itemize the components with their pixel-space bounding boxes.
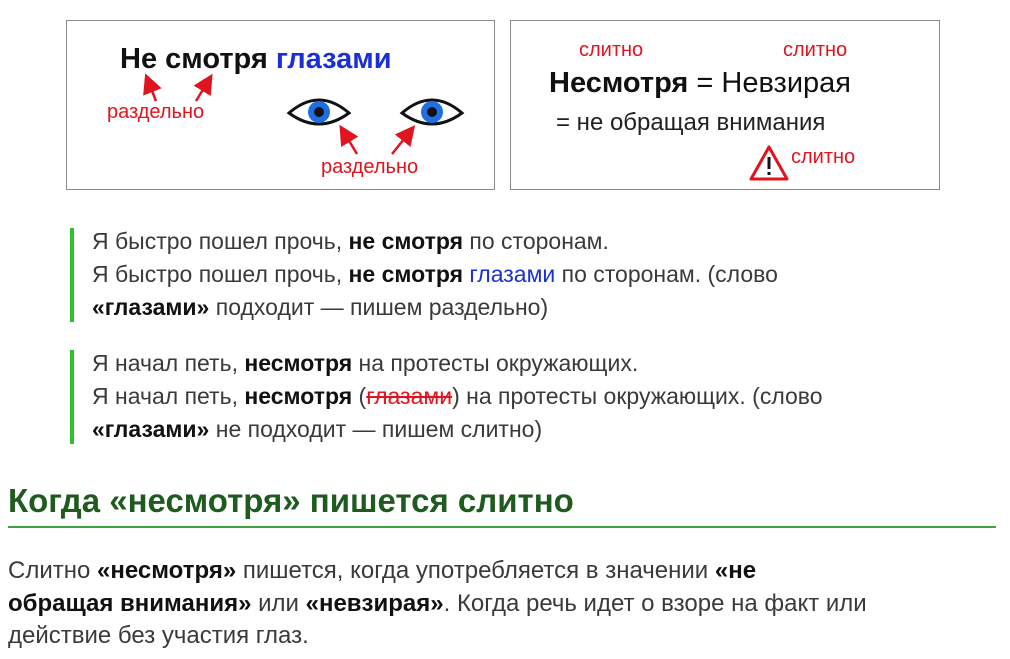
text-bold: «глазами» (92, 294, 210, 320)
arrow-to-eye-left (342, 129, 357, 154)
word-nesmotrya: Несмотря (549, 67, 689, 99)
arrow-to-smotrya (196, 78, 210, 101)
label-razdelno-2: раздельно (321, 156, 419, 178)
text: по сторонам. (463, 228, 609, 254)
label-slitno-2: слитно (783, 39, 848, 61)
diagram-box-separate (66, 20, 495, 190)
text: на протесты окружающих. (352, 350, 639, 376)
eye-icon-left (289, 100, 349, 124)
left-diagram-graphics (67, 21, 496, 191)
diagram-box-joined (510, 20, 940, 190)
heading-underline (8, 526, 996, 528)
meaning-line: = не обращая внимания (556, 109, 826, 136)
example1-line3 (92, 294, 548, 321)
text-bold: «невзирая» (305, 590, 444, 617)
arrow-to-eye-right (392, 129, 412, 154)
text-bold: «несмотря» (97, 557, 237, 584)
text: Я быстро пошел прочь, (92, 261, 349, 287)
paragraph-line2 (8, 590, 1003, 618)
word-glazami: глазами (275, 43, 392, 75)
text-strikethrough: глазами (366, 383, 453, 409)
text: по сторонам. (слово (555, 261, 778, 287)
text: ) на протесты окружающих. (слово (452, 383, 823, 409)
example2-line1 (92, 350, 638, 377)
label-slitno-warning: слитно (791, 146, 856, 168)
example1-line1 (92, 228, 609, 255)
text: пишется, когда употребляется в значении (236, 557, 715, 584)
text: не подходит — пишем слитно) (209, 416, 543, 442)
text-bold: несмотря (244, 383, 353, 409)
text: Я быстро пошел прочь, (92, 228, 349, 254)
text-bold: обращая внимания» (8, 590, 252, 617)
example1-line2 (92, 261, 778, 288)
quote-bar-2 (70, 350, 74, 444)
word-ne-smotrya: Не смотря (120, 43, 268, 75)
label-razdelno-1: раздельно (107, 101, 205, 123)
text: подходит — пишем раздельно) (209, 294, 549, 320)
text: Я начал петь, (92, 383, 245, 409)
text: ( (352, 383, 367, 409)
word-nevziraya: = Невзирая (696, 67, 852, 99)
quote-bar-1 (70, 228, 74, 322)
text: Я начал петь, (92, 350, 245, 376)
text-bold: несмотря (244, 350, 353, 376)
paragraph-line1 (8, 557, 1003, 585)
warning-triangle-icon (511, 21, 941, 191)
example2-line2 (92, 383, 823, 410)
text: Слитно (8, 557, 98, 584)
section-heading: Когда «несмотря» пишется слитно (8, 482, 574, 519)
text-bold: не смотря (348, 261, 464, 287)
label-slitno-1: слитно (579, 39, 644, 61)
text: . Когда речь идет о взоре на факт или (443, 590, 867, 617)
eye-icon-right (402, 100, 462, 124)
text-blue: глазами (469, 261, 556, 287)
paragraph-line3: действие без участия глаз. (8, 622, 309, 649)
arrow-to-ne (147, 78, 156, 101)
text: или (251, 590, 306, 617)
text-bold: не смотря (348, 228, 464, 254)
example2-line3 (92, 416, 542, 443)
text-bold: «не (714, 557, 757, 584)
text-bold: «глазами» (92, 416, 210, 442)
